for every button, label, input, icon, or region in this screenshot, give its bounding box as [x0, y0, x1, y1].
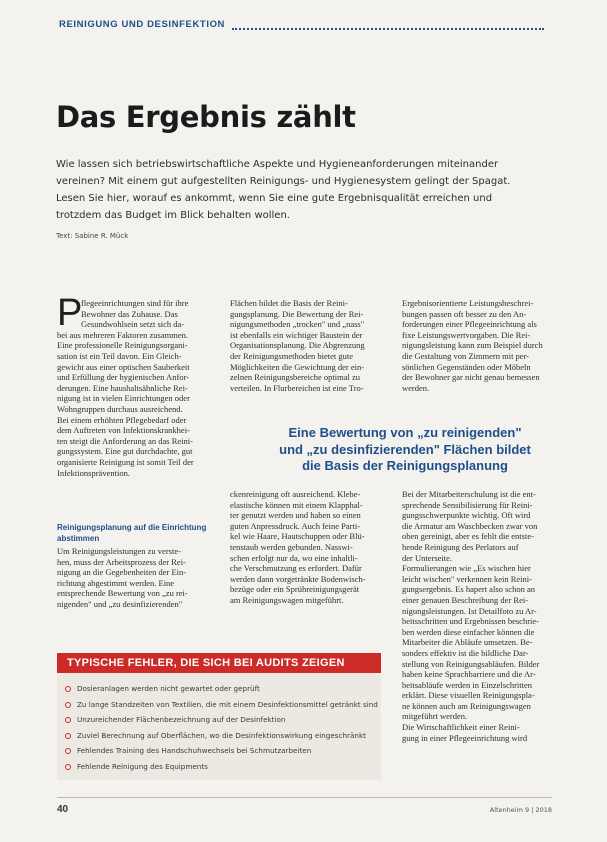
body-line: nigungsleistung kann zum Beispiel durch	[402, 340, 543, 351]
list-item-text: Dosieranlagen werden nicht gewartet oder geprüft	[77, 684, 260, 693]
list-item	[65, 743, 377, 759]
body-line: und Erfüllung der hygienischen Anfor-	[57, 372, 190, 383]
drop-cap: P	[57, 292, 83, 334]
body-line: gung in einer Pflegeeinrichtung wird	[402, 732, 528, 743]
headline: Das Ergebnis zählt	[56, 100, 356, 134]
body-line: gungssystem. Eine gut durchdachte, gut	[57, 446, 193, 457]
body-line: Bei der Mitarbeiterschulung ist die ent-	[402, 489, 536, 499]
bullet-circle-icon	[65, 702, 71, 708]
body-line: sprechende Sensibilisierung für Reini-	[402, 499, 533, 510]
body-line: werden.	[402, 382, 430, 393]
body-line: Bewohner das Zuhause. Das	[81, 308, 178, 319]
body-line: Eine professionelle Reinigungsorgani-	[57, 340, 188, 351]
body-line: Wohngruppen durchaus ausreichend.	[57, 403, 183, 414]
body-line: erklärt. Diese visuellen Reinigungspla-	[402, 690, 535, 701]
body-line: hen, muss der Arbeitsprozess der Rei-	[57, 556, 186, 567]
pull-quote-line: und „zu desinfizierenden" Flächen bildet	[279, 441, 531, 457]
body-column-2-bottom	[230, 489, 377, 606]
list-item-text: Fehlendes Training des Handschuhwechsels bei Schmutzarbeiten	[77, 746, 312, 756]
body-line: elastische können mit einem Klapphal-	[230, 499, 363, 510]
body-line: Die Wirtschaftlichkeit einer Reini-	[402, 722, 520, 733]
body-line: nigungsmethoden „trocken" und „nass"	[230, 319, 365, 330]
body-line: die Gestaltung von Zimmern mit per-	[402, 350, 530, 361]
body-line: nigung an die Gegebenheiten der Ein-	[57, 567, 187, 578]
body-line: Infektionsprävention.	[57, 467, 130, 478]
body-line: organisierte Reinigung ist somit Teil der	[57, 456, 194, 467]
body-line: kel wie Haare, Hautschuppen oder Blü-	[230, 531, 365, 542]
body-line: einer genauen Beschreibung der Rei-	[402, 594, 529, 605]
body-line: ckenreinigung oft ausreichend. Klebe-	[230, 489, 361, 499]
body-line: forderungen einer Pflegeeinrichtung als	[402, 319, 537, 330]
body-line: bei aus mehreren Faktoren zusammen.	[57, 329, 188, 340]
list-item-text: Fehlende Reinigung des Equipments	[77, 761, 208, 771]
body-line: die Armatur am Waschbecken zwar von	[402, 520, 538, 531]
list-item	[65, 728, 377, 744]
body-line: zelnen Reinigungsbereiche optimal zu	[230, 372, 361, 383]
body-line: Formulierungen wie „Es wischen hier	[402, 563, 531, 574]
body-line: oben gereinigt, aber es fehlt die entste-	[402, 531, 534, 542]
body-line: ten steigt die Anforderung an das Reini-	[57, 435, 193, 446]
intro-line: Lesen Sie hier, worauf es ankommt, wenn Sie eine gute Ergebnisqualität erreichen und	[56, 193, 493, 204]
subheading-line: Reinigungsplanung auf die Einrichtung	[57, 523, 207, 532]
intro-line: Wie lassen sich betriebswirtschaftliche Aspekte und Hygieneanforderungen miteinander	[56, 159, 499, 170]
pull-quote	[240, 425, 570, 475]
publication-info: Altenheim 9 | 2018	[489, 806, 552, 814]
body-line: entsprechende Bewertung von „zu rei-	[57, 588, 188, 599]
body-line: leicht wischen" verkennen kein Reini-	[402, 573, 532, 584]
body-line: stellung von Reinigungsabläufen. Bilder	[402, 658, 540, 669]
body-line: Gesundwohlsein setzt sich da-	[81, 319, 185, 330]
info-box-list	[65, 681, 377, 775]
body-line: mitgeführt werden.	[402, 711, 468, 722]
intro-line: trotzdem das Budget im Blick behalten wollen.	[56, 210, 290, 221]
body-line: gungsergebnis. Es hapert also schon an	[402, 584, 535, 595]
body-line: am Reinigungswagen mitgeführt.	[230, 594, 344, 605]
body-line: der Bewohner gar nicht genau bemessen	[402, 372, 540, 383]
footer-divider	[57, 797, 552, 798]
intro-paragraph	[56, 156, 546, 224]
bullet-circle-icon	[65, 764, 71, 770]
body-line: tenstaub werden gebunden. Nasswi-	[230, 541, 353, 552]
body-line: hende Reinigung des Perlators auf	[402, 541, 519, 552]
body-line: bezüge oder ein Sprühreinigungsgerät	[230, 584, 360, 595]
body-line: ne können auch am Reinigungswagen	[402, 700, 531, 711]
bullet-circle-icon	[65, 717, 71, 723]
body-line: Ergebnisorientierte Leistungsbeschrei-	[402, 298, 534, 308]
body-line: che Verschmutzung es erfordert. Dafür	[230, 563, 362, 574]
body-line: nigung ist in vielen Einrichtungen oder	[57, 393, 190, 404]
body-line: flegeeinrichtungen sind für ihre	[81, 298, 189, 308]
body-line: ter genutzt werden und haben so einen	[230, 510, 361, 521]
body-line: Flächen bildet die Basis der Reini-	[230, 298, 348, 308]
body-line: sönlichen Gegenständen oder Möbeln	[402, 361, 531, 372]
body-line: Um Reinigungsleistungen zu verste-	[57, 546, 181, 556]
body-line: derungen. Eine haushaltsähnliche Rei-	[57, 382, 188, 393]
body-line: gungsplanung. Die Bewertung der Rei-	[230, 308, 364, 319]
body-line: haben keine Sprachbarriere und die Ar-	[402, 669, 536, 680]
body-line: fixe Leistungswertvorgaben. Die Rei-	[402, 329, 531, 340]
body-line: gungsschwerpunkte wichtig. Oft wird	[402, 510, 531, 521]
body-column-1-continued	[57, 546, 218, 610]
section-dotted-rule	[232, 20, 544, 30]
list-item-text: Zuviel Berechnung auf Oberflächen, wo die Desinfektionswirkung eingeschränkt	[77, 730, 366, 740]
pull-quote-line: Eine Bewertung von „zu reinigenden"	[288, 425, 522, 440]
bullet-circle-icon	[65, 686, 71, 692]
body-column-1	[57, 292, 218, 478]
body-column-2-top	[230, 298, 377, 393]
body-line: ist ebenfalls ein wichtiger Baustein der	[230, 329, 363, 340]
subheading	[57, 523, 206, 544]
body-line: nigenden" und „zu desinfizierenden"	[57, 598, 183, 609]
body-column-3-top	[402, 298, 552, 393]
body-line: beitsschritten und Ergebnissen beschrie-	[402, 616, 539, 627]
body-line: gewicht aus einer optischen Sauberkeit	[57, 361, 190, 372]
section-label: REINIGUNG UND DESINFEKTION	[59, 19, 226, 30]
body-line: richtung abgestimmt werden. Eine	[57, 577, 175, 588]
list-item-text: Zu lange Standzeiten von Textilien, die mit einem Desinfektionsmittel getränkt sind	[77, 699, 378, 709]
body-line: beitsabläufe werden in Einzelschritten	[402, 679, 533, 690]
body-line: der Unterseite.	[402, 552, 453, 563]
body-line: ben werden diese einfacher können die	[402, 626, 535, 637]
body-line: Mitarbeiter die Abläufe umsetzen. Be-	[402, 637, 533, 648]
body-line: Möglichkeiten die Gewichtung der ein-	[230, 361, 365, 372]
body-line: werden dann vorgetränkte Bodenwisch-	[230, 573, 366, 584]
body-line: Bei einem erhöhten Pflegebedarf oder	[57, 414, 187, 425]
list-item	[65, 697, 377, 713]
info-box-title: TYPISCHE FEHLER, DIE SICH BEI AUDITS ZEIGEN	[57, 653, 381, 673]
bullet-circle-icon	[65, 733, 71, 739]
bullet-circle-icon	[65, 748, 71, 754]
subheading-line: abstimmen	[57, 533, 100, 543]
list-item	[65, 759, 377, 775]
list-item	[65, 712, 377, 728]
body-line: nigungsleistungen. Ist Detailfoto zu Ar-	[402, 605, 537, 616]
body-line: sation ist ein Teil davon. Ein Gleich-	[57, 350, 182, 361]
byline: Text: Sabine R. Mück	[56, 232, 129, 240]
body-line: bungen passen oft besser zu den An-	[402, 308, 527, 319]
body-line: dem Auftreten von Infektionskrankhei-	[57, 425, 190, 436]
pull-quote-line: die Basis der Reinigungsplanung	[302, 458, 508, 473]
body-line: Organisationsplanung. Die Abgrenzung	[230, 340, 365, 351]
body-column-3-bottom	[402, 489, 552, 743]
body-line: guten Anpressdruck. Auch feine Parti-	[230, 520, 361, 531]
body-line: verteilen. In Flurbereichen ist eine Tro-	[230, 382, 364, 393]
body-line: sonders effektiv ist die bildliche Dar-	[402, 647, 529, 658]
body-line: der Reinigungsmethoden bietet gute	[230, 350, 353, 361]
info-box	[57, 653, 381, 780]
list-item	[65, 681, 377, 697]
body-line: schen erfolgt nur da, wo eine inhaltli-	[230, 552, 358, 563]
intro-line: vereinen? Mit einem gut aufgestellten Reinigungs- und Hygienesystem gelingt der Spagat.	[56, 176, 511, 187]
page-number: 40	[57, 804, 69, 815]
list-item-text: Unzureichender Flächenbezeichnung auf der Desinfektion	[77, 715, 286, 725]
